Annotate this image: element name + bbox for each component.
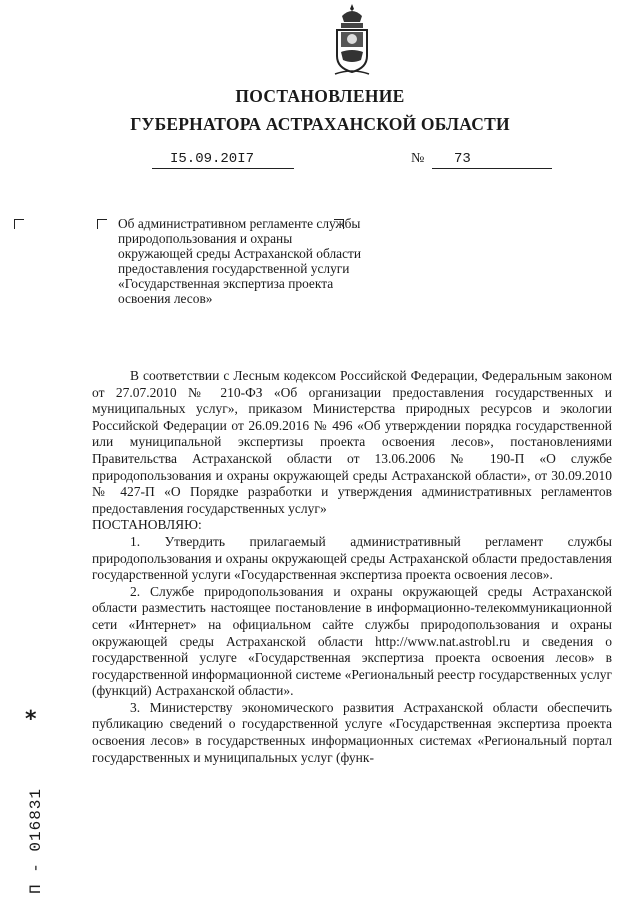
side-asterisk: *: [25, 707, 37, 732]
number-sign: №: [411, 151, 425, 166]
decree-word: ПОСТАНОВЛЯЮ:: [92, 517, 202, 533]
registration-code: [18, 710, 48, 894]
issuing-authority-title: ГУБЕРНАТОРА АСТРАХАНСКОЙ ОБЛАСТИ: [130, 114, 510, 134]
clause-2: 2. Службе природопользования и охраны окружающей среды Астраханской области разместить настоящее постановление в информационно-телекоммуникационной сети «Интернет» на официальном сайте службы природопользования и охраны окружающей среды Астраханской области http://www.nat.astrobl.ru и сведения о государственной услуге «Государственная экспертиза проекта освоения лесов» в государственной информационной системе «Региональный реестр государственных услуг (функций) Астраханской области».: [92, 583, 612, 699]
document-subject: Об административном регламенте службы природопользования и охраны окружающей среды Астраханской области предоставления государственной услуги «Государственная экспертиза проекта освоения лесов»: [118, 216, 362, 306]
document-date: I5.09.20I7: [152, 151, 294, 169]
subject-bracket-left: [97, 219, 107, 229]
document-body: [92, 368, 612, 766]
left-bracket-mark: [14, 219, 24, 229]
clause-1: 1. Утвердить прилагаемый административный регламент службы природопользования и охраны окружающей среды Астраханской области предоставления государственной услуги «Государственная экспертиза проекта освоения лесов».: [92, 533, 612, 583]
preamble-paragraph: В соответствии с Лесным кодексом Российской Федерации, Федеральным законом от 27.07.2010 № 210-ФЗ «Об организации предоставления государственных и муниципальных услуг», приказом Министерства природных ресурсов и экологии Российской Федерации от 26.09.2016 № 496 «Об утверждении порядка государственной или муниципальной экспертизы проекта освоения лесов», постановлениями Правительства Астраханской области от 13.06.2006 № 190-П «О службе природопользования и охраны окружающей среды Астраханской области», от 30.09.2010 № 427-П «О Порядке разработки и утверждения административных регламентов предоставления государственных услуг»: [92, 368, 612, 516]
coat-of-arms-emblem: [327, 2, 377, 82]
document-number: 73: [432, 151, 552, 169]
clause-3: 3. Министерству экономического развития Астраханской области обеспечить публикацию сведений о государственной услуге «Государственная экспертиза проекта освоения лесов» в государственных информационных системах «Региональный портал государственных и муниципальных услуг (функ-: [92, 699, 612, 765]
document-type-title: ПОСТАНОВЛЕНИЕ: [235, 86, 405, 106]
registration-code-text: П - 016831: [27, 787, 45, 894]
